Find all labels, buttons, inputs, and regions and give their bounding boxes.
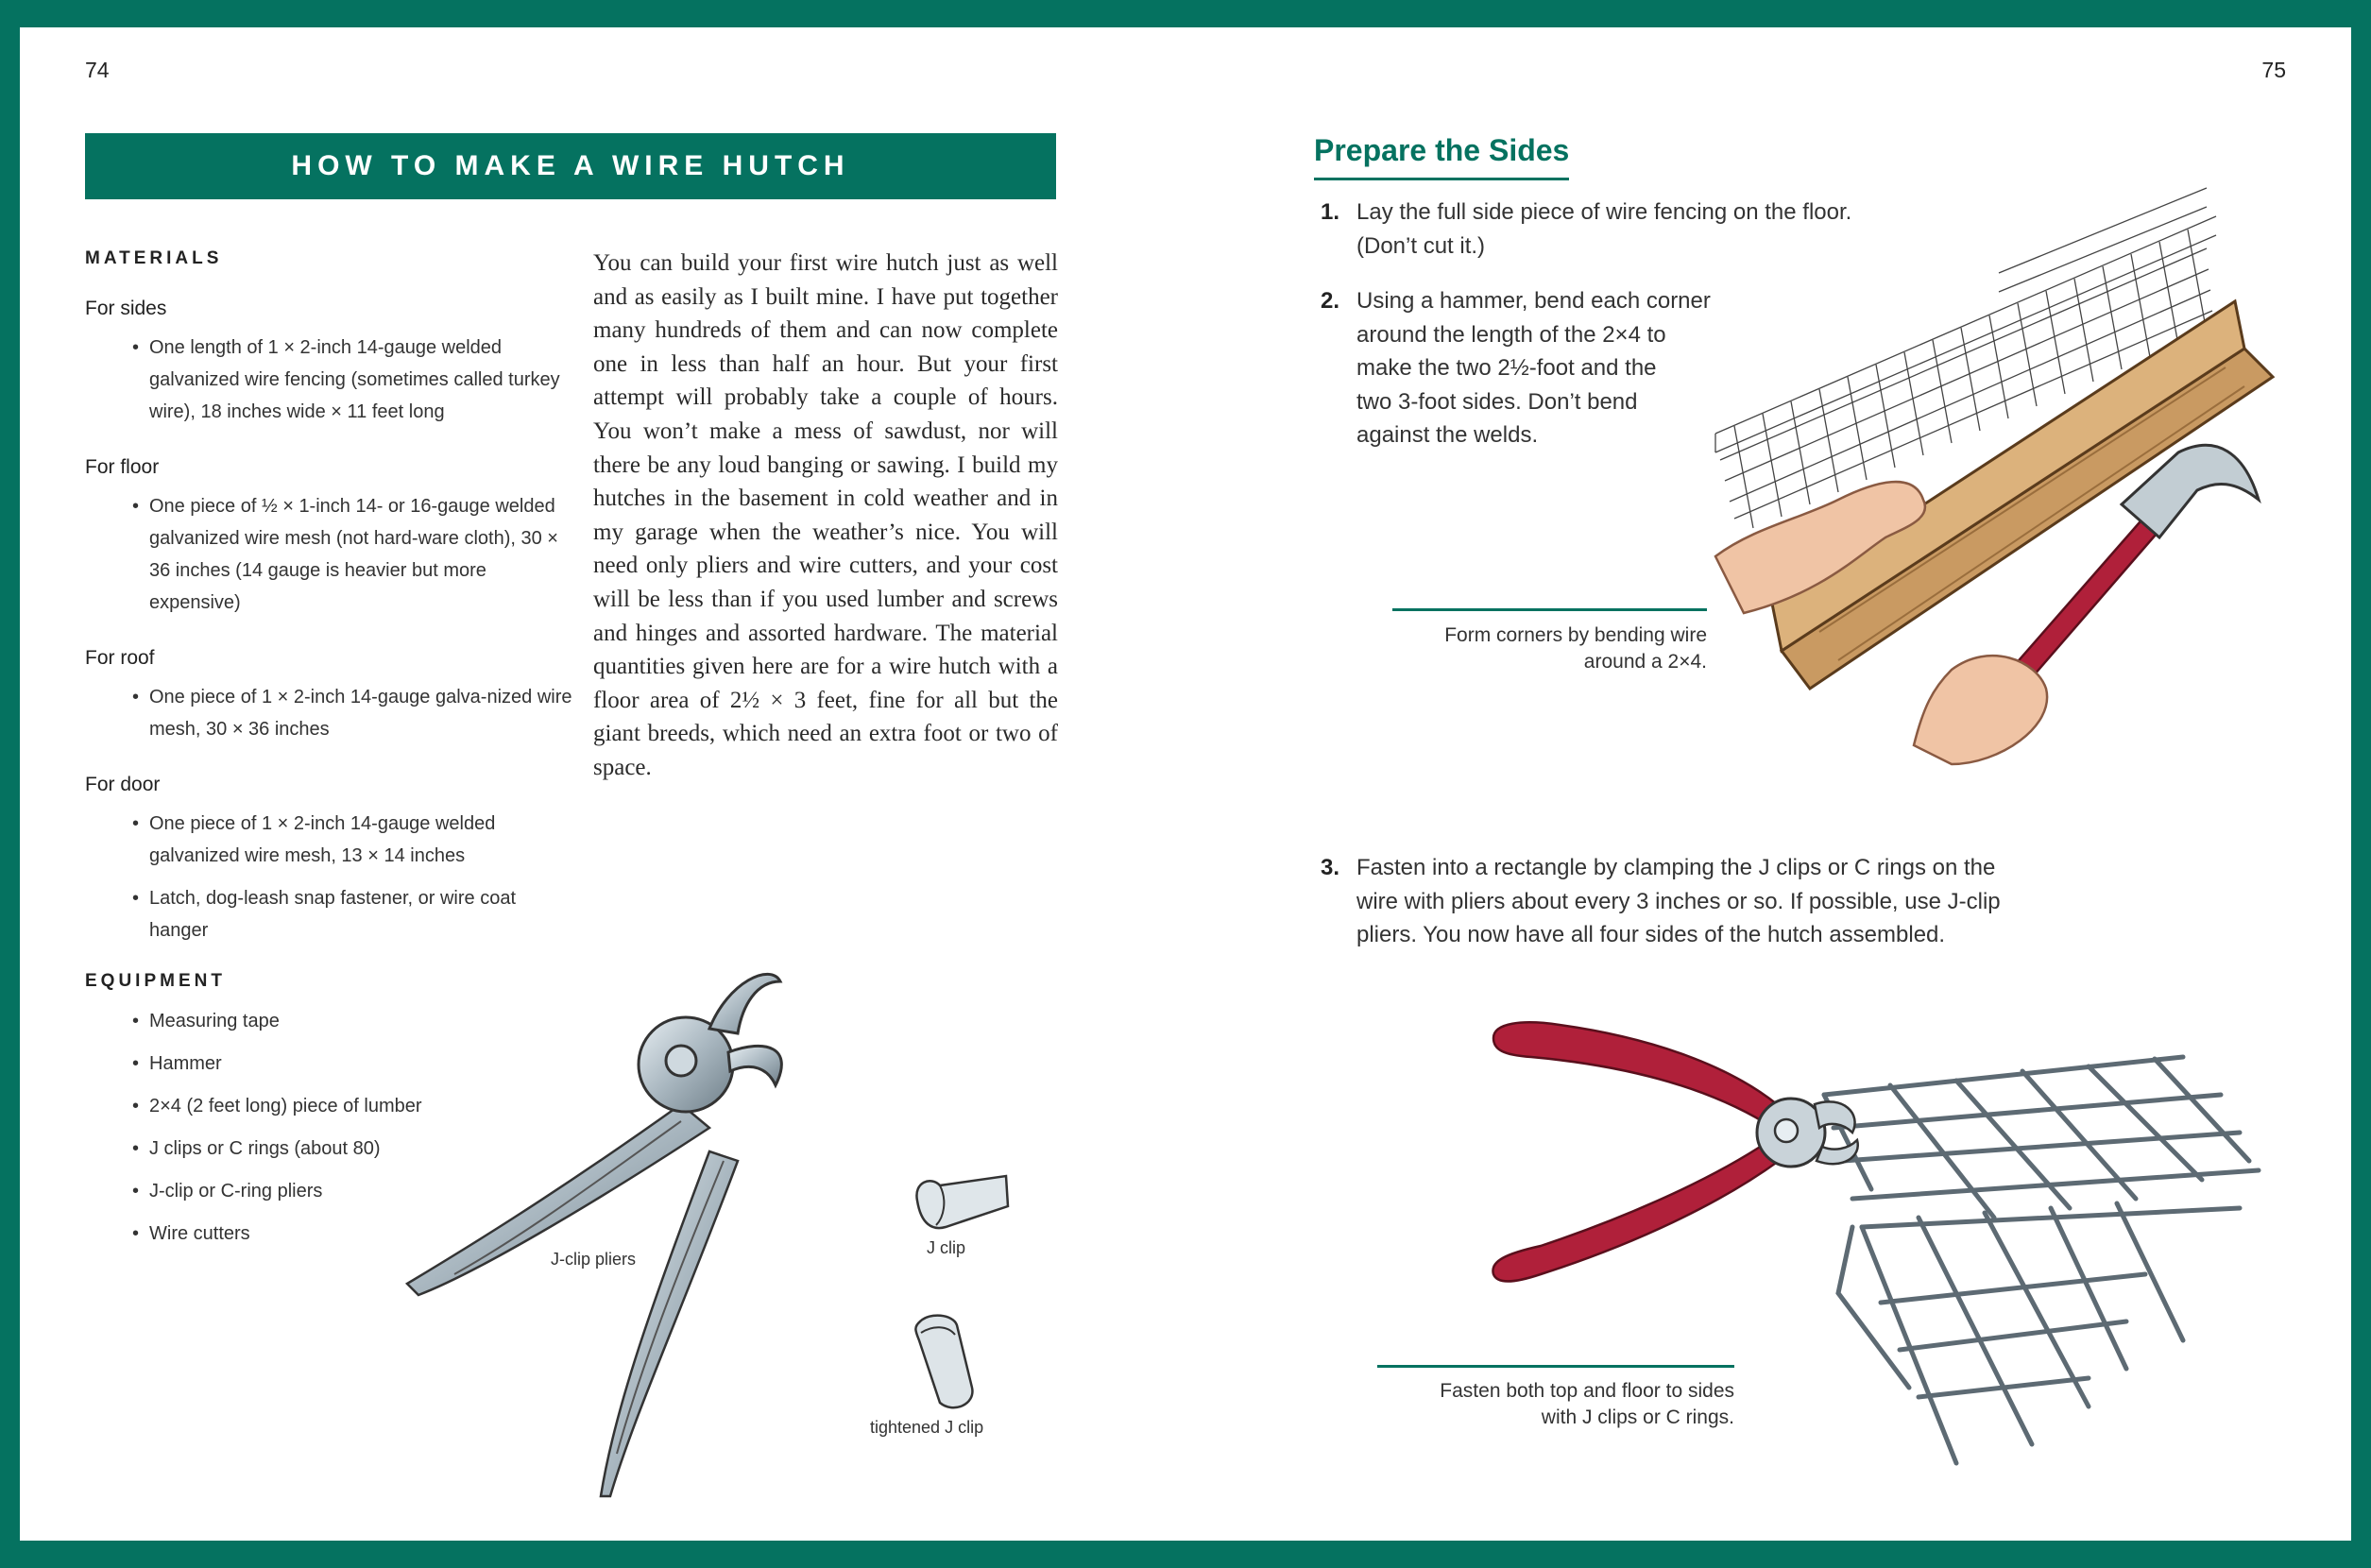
list-item: • J-clip or C-ring pliers: [85, 1175, 576, 1207]
book-spread: [20, 27, 2351, 1541]
step-line: Lay the full side piece of wire fencing on the floor.: [1356, 199, 1852, 225]
list-item: • One length of 1 × 2-inch 14-gauge welded galvanized wire fencing (sometimes called turkey wire), 18 inches wide × 11 feet long: [85, 332, 576, 428]
list-item: • 2×4 (2 feet long) piece of lumber: [85, 1090, 576, 1122]
list-item: • One piece of 1 × 2-inch 14-gauge welded galvanized wire mesh, 13 × 14 inches: [85, 808, 576, 872]
group-title: For door: [85, 774, 161, 795]
step-line: around the length of the 2×4 to: [1356, 321, 1666, 348]
list-item: • Wire cutters: [85, 1218, 576, 1250]
group-title: For sides: [85, 298, 167, 319]
list-item: • J clips or C rings (about 80): [85, 1133, 576, 1165]
caption-corners: [1376, 622, 1707, 675]
list-item: • Measuring tape: [85, 1005, 576, 1037]
jclip-label: J clip: [927, 1238, 966, 1257]
step-number: 3.: [1321, 855, 1340, 880]
list-item: • Latch, dog-leash snap fastener, or wire coat hanger: [85, 882, 576, 946]
hammer-bending-wire-illustration: [1715, 216, 2282, 764]
j-clip-illustration: [908, 1172, 1016, 1248]
equipment-heading: EQUIPMENT: [85, 971, 226, 991]
pliers-label: J-clip pliers: [551, 1250, 637, 1269]
list-item: • One piece of ½ × 1-inch 14- or 16-gauge welded galvanized wire mesh (not hard-ware cloth), 30 × 36 inches (14 gauge is heavier but more expensive): [85, 490, 576, 619]
step-line: (Don’t cut it.): [1356, 232, 1486, 259]
section-banner: HOW TO MAKE A WIRE HUTCH: [85, 133, 1056, 199]
caption-rule: [1377, 1365, 1734, 1368]
step-line: against the welds.: [1356, 422, 1539, 448]
materials-group-sides: [85, 298, 576, 428]
step-line: make the two 2½-foot and the: [1356, 355, 1657, 381]
tightened-clip-label: tightened J clip: [870, 1418, 984, 1437]
materials-group-roof: [85, 647, 576, 745]
page-number-left: 74: [85, 58, 110, 82]
list-item: • One piece of 1 × 2-inch 14-gauge galva-nized wire mesh, 30 × 36 inches: [85, 681, 576, 745]
step-3: [1321, 851, 2190, 955]
page-number-right: 75: [2261, 58, 2286, 82]
group-title: For floor: [85, 456, 160, 478]
step-number: 1.: [1321, 199, 1340, 225]
materials-group-door: [85, 774, 576, 946]
caption-line: Form corners by bending wire: [1444, 624, 1707, 646]
caption-rule: [1392, 608, 1707, 611]
step-line: Using a hammer, bend each corner: [1356, 288, 1711, 314]
step-line: two 3-foot sides. Don’t bend: [1356, 388, 1638, 415]
group-title: For roof: [85, 647, 155, 669]
step-line: Fasten into a rectangle by clamping the J clips or C rings on the: [1356, 855, 1996, 880]
step-line: pliers. You now have all four sides of the hutch assembled.: [1356, 922, 1946, 947]
tightened-j-clip-illustration: [896, 1312, 981, 1416]
materials-heading: MATERIALS: [85, 248, 223, 268]
list-item: • Hammer: [85, 1048, 576, 1080]
step-2: [1321, 284, 1774, 454]
intro-paragraph: You can build your first wire hutch just as well and as easily as I built mine. I have put together many hundreds of them and can now complete one in less than half an hour. But your first attempt will probably take a couple of hours. You won’t make a mess of sawdust, nor will there be any loud banging or sawing. I build my hutches in the basement in cold weather and in my garage when the weather’s nice. You will need only pliers and wire cutters, and your cost will be less than if you used lumber and screws and hinges and assorted hardware. The material quantities given here are for a wire hutch with a floor area of 2½ × 3 feet, fine for all but the giant breeds, which need an extra foot or two of space.: [593, 250, 1058, 780]
caption-line: Fasten both top and floor to sides: [1440, 1380, 1734, 1402]
materials-group-floor: [85, 456, 576, 619]
caption-fasten: [1342, 1378, 1734, 1431]
step-line: wire with pliers about every 3 inches or so. If possible, use J-clip: [1356, 888, 2001, 914]
section-title: Prepare the Sides: [1314, 133, 1569, 180]
caption-line: with J clips or C rings.: [1541, 1406, 1734, 1428]
step-number: 2.: [1321, 288, 1340, 314]
caption-line: around a 2×4.: [1583, 651, 1707, 673]
